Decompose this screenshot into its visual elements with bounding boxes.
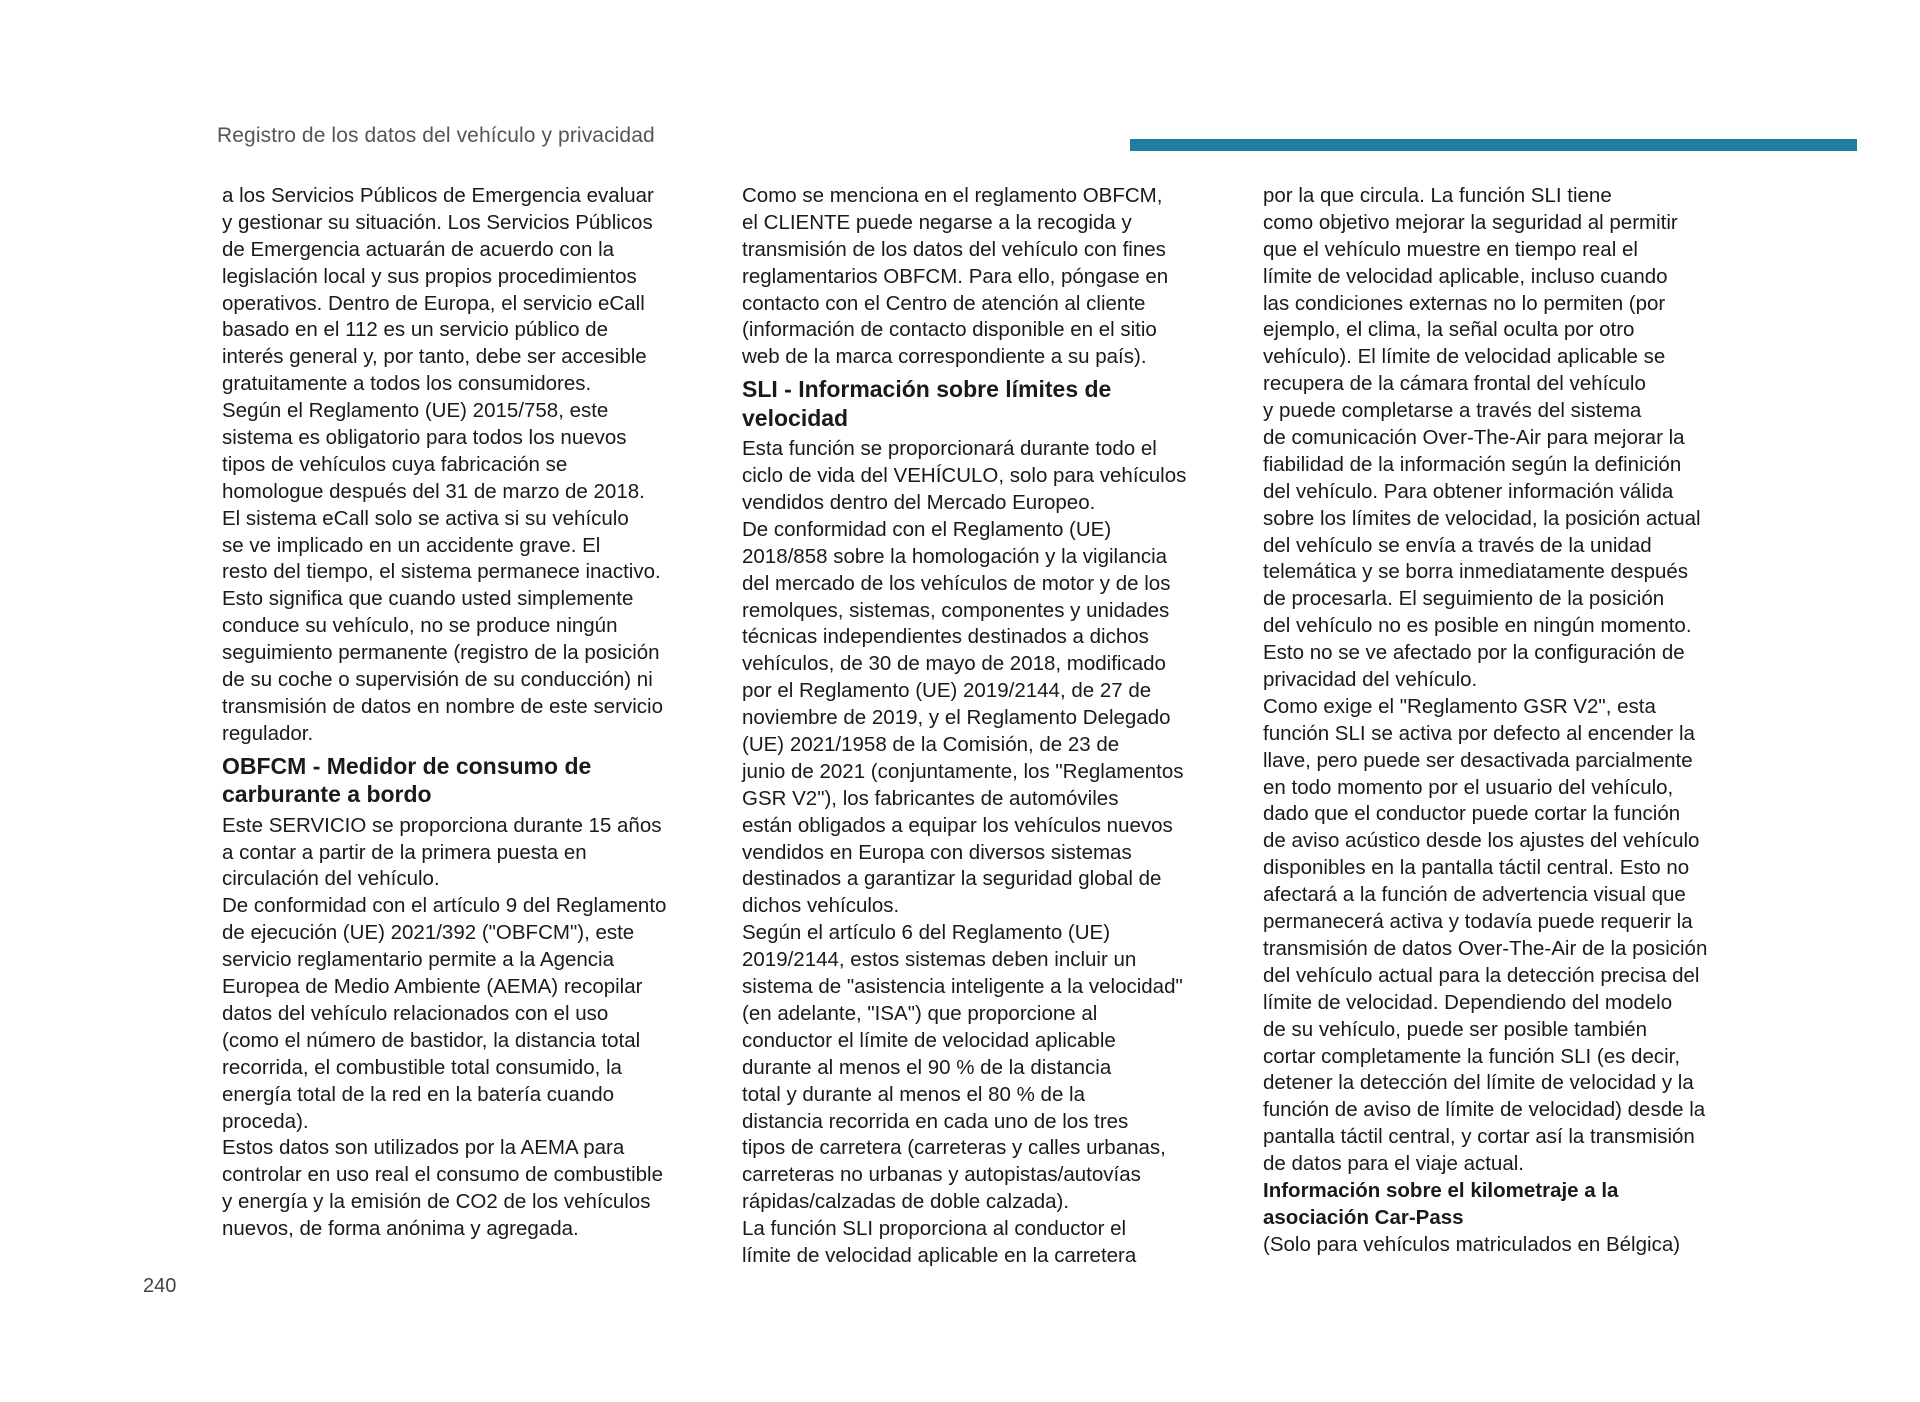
text-line: interés general y, por tanto, debe ser accesible [222,345,647,369]
text-line: vehículos, de 30 de mayo de 2018, modificado [742,652,1166,676]
text-line: de comunicación Over-The-Air para mejorar la [1263,426,1685,450]
text-line: disponibles en la pantalla táctil central. Esto no [1263,856,1690,880]
text-line: de ejecución (UE) 2021/392 ("OBFCM"), este [222,921,635,945]
text-line: del vehículo no es posible en ningún momento. [1263,614,1692,638]
text-line: del vehículo se envía a través de la unidad [1263,533,1652,557]
text-line: Esta función se proporcionará durante todo el [742,437,1157,461]
text-line: velocidad [742,404,849,431]
text-line: controlar en uso real el consumo de combustible [222,1163,663,1187]
text-line: El sistema eCall solo se activa si su vehículo [222,506,629,530]
section-heading [742,375,1247,432]
text-line: (en adelante, "ISA") que proporcione al [742,1001,1098,1025]
subsection-heading [1263,1178,1768,1232]
text-line: total y durante al menos el 80 % de la [742,1082,1086,1106]
text-line: vehículo). El límite de velocidad aplicable se [1263,345,1666,369]
text-line: Estos datos son utilizados por la AEMA para [222,1136,625,1160]
text-line: del vehículo. Para obtener información válida [1263,479,1674,503]
text-line: de datos para el viaje actual. [1263,1152,1524,1176]
text-line: que el vehículo muestre en tiempo real el [1263,237,1638,261]
text-line: vendidos en Europa con diversos sistemas [742,840,1132,864]
text-line: distancia recorrida en cada uno de los tres [742,1109,1129,1133]
text-line: sobre los límites de velocidad, la posición actual [1263,506,1701,530]
header-accent-bar [1130,139,1857,151]
paragraph [742,436,1247,1270]
text-line: Europea de Medio Ambiente (AEMA) recopilar [222,975,643,999]
text-line: durante al menos el 90 % de la distancia [742,1055,1112,1079]
text-line: límite de velocidad aplicable en la carretera [742,1243,1137,1267]
text-line: proceda). [222,1109,309,1133]
text-line: por el Reglamento (UE) 2019/2144, de 27 de [742,679,1152,703]
text-line: recupera de la cámara frontal del vehículo [1263,372,1646,396]
text-line: y puede completarse a través del sistema [1263,399,1642,423]
text-line: pantalla táctil central, y cortar así la transmisión [1263,1125,1695,1149]
text-column-1 [222,183,727,1243]
text-line: (información de contacto disponible en el sitio [742,318,1157,342]
text-line: (Solo para vehículos matriculados en Bélgica) [1263,1232,1681,1256]
section-heading [222,752,727,809]
text-line: datos del vehículo relacionados con el uso [222,1001,609,1025]
text-line: de su vehículo, puede ser posible también [1263,1017,1648,1041]
text-line: energía total de la red en la batería cuando [222,1082,615,1106]
text-line: circulación del vehículo. [222,867,440,891]
text-line: Este SERVICIO se proporciona durante 15 años [222,813,662,837]
paragraph [1263,183,1768,1178]
text-line: tipos de carretera (carreteras y calles urbanas, [742,1136,1166,1160]
text-line: Información sobre el kilometraje a la [1263,1178,1619,1202]
text-line: Como exige el "Reglamento GSR V2", esta [1263,694,1656,718]
text-line: GSR V2"), los fabricantes de automóviles [742,786,1119,810]
text-line: técnicas independientes destinados a dichos [742,625,1149,649]
text-line: conduce su vehículo, no se produce ningún [222,614,618,638]
text-line: sistema de "asistencia inteligente a la velocidad" [742,975,1183,999]
text-line: tipos de vehículos cuya fabricación se [222,452,568,476]
text-line: de su coche o supervisión de su conducción) ni [222,668,653,692]
text-line: permanecerá activa y todavía puede requerir la [1263,910,1693,934]
text-line: noviembre de 2019, y el Reglamento Delegado [742,706,1171,730]
text-line: función SLI se activa por defecto al encender la [1263,721,1695,745]
text-line: vendidos dentro del Mercado Europeo. [742,491,1096,515]
text-line: función de aviso de límite de velocidad) desde la [1263,1098,1706,1122]
text-line: se ve implicado en un accidente grave. El [222,533,601,557]
paragraph [742,183,1247,371]
text-line: transmisión de datos Over-The-Air de la posición [1263,936,1708,960]
text-line: De conformidad con el artículo 9 del Reglamento [222,894,667,918]
text-line: junio de 2021 (conjuntamente, los "Reglamentos [742,759,1184,783]
text-line: 2019/2144, estos sistemas deben incluir un [742,948,1137,972]
text-line: 2018/858 sobre la homologación y la vigilancia [742,544,1168,568]
text-line: Según el artículo 6 del Reglamento (UE) [742,921,1111,945]
text-line: sistema es obligatorio para todos los nuevos [222,426,627,450]
text-column-3 [1263,183,1768,1259]
text-line: gratuitamente a todos los consumidores. [222,372,592,396]
text-line: remolques, sistemas, componentes y unidades [742,598,1170,622]
text-line: Según el Reglamento (UE) 2015/758, este [222,399,609,423]
text-line: del vehículo actual para la detección precisa del [1263,963,1700,987]
text-line: recorrida, el combustible total consumido, la [222,1055,622,1079]
text-line: OBFCM - Medidor de consumo de [222,752,592,779]
text-line: ciclo de vida del VEHÍCULO, solo para vehículos [742,464,1187,488]
text-line: a contar a partir de la primera puesta en [222,840,587,864]
text-line: a los Servicios Públicos de Emergencia evaluar [222,184,654,207]
text-line: privacidad del vehículo. [1263,668,1478,692]
text-line: fiabilidad de la información según la definición [1263,452,1682,476]
text-line: y gestionar su situación. Los Servicios Públicos [222,210,653,234]
text-line: web de la marca correspondiente a su país). [742,345,1147,369]
text-line: el CLIENTE puede negarse a la recogida y [742,210,1132,234]
text-line: límite de velocidad. Dependiendo del modelo [1263,990,1673,1014]
page-number: 240 [143,1275,177,1297]
text-line: en todo momento por el usuario del vehículo, [1263,775,1674,799]
text-line: destinados a garantizar la seguridad global de [742,867,1162,891]
text-line: Como se menciona en el reglamento OBFCM, [742,184,1163,207]
text-line: operativos. Dentro de Europa, el servicio eCall [222,291,645,315]
text-line: De conformidad con el Reglamento (UE) [742,517,1112,541]
text-line: contacto con el Centro de atención al cliente [742,291,1146,315]
text-line: Esto significa que cuando usted simplemente [222,587,634,611]
text-line: ejemplo, el clima, la señal oculta por otro [1263,318,1635,342]
text-line: de Emergencia actuarán de acuerdo con la [222,237,615,261]
text-line: Esto no se ve afectado por la configuración de [1263,641,1685,665]
text-line: cortar completamente la función SLI (es decir, [1263,1044,1681,1068]
text-line: asociación Car-Pass [1263,1205,1464,1229]
text-line: seguimiento permanente (registro de la posición [222,641,660,665]
text-line: legislación local y sus propios procedimientos [222,264,637,288]
text-line: y energía y la emisión de CO2 de los vehículos [222,1190,651,1214]
text-line: dado que el conductor puede cortar la función [1263,802,1681,826]
text-line: servicio reglamentario permite a la Agencia [222,948,614,972]
text-line: de aviso acústico desde los ajustes del vehículo [1263,829,1700,853]
text-line: del mercado de los vehículos de motor y de los [742,571,1171,595]
text-column-2 [742,183,1247,1270]
text-line: carburante a bordo [222,781,432,808]
text-line: de procesarla. El seguimiento de la posición [1263,587,1665,611]
paragraph [222,183,727,748]
paragraph [1263,1232,1768,1259]
text-line: resto del tiempo, el sistema permanece inactivo. [222,560,661,584]
text-line: por la que circula. La función SLI tiene [1263,184,1612,207]
running-header-title: Registro de los datos del vehículo y privacidad [217,124,655,147]
text-line: transmisión de datos en nombre de este servicio [222,694,663,718]
text-line: (como el número de bastidor, la distancia total [222,1028,641,1052]
text-line: límite de velocidad aplicable, incluso cuando [1263,264,1668,288]
text-line: SLI - Información sobre límites de [742,376,1112,403]
text-line: telemática y se borra inmediatamente después [1263,560,1689,584]
text-line: afectará a la función de advertencia visual que [1263,883,1686,907]
text-line: las condiciones externas no lo permiten (por [1263,291,1666,315]
text-line: conductor el límite de velocidad aplicable [742,1028,1116,1052]
text-line: nuevos, de forma anónima y agregada. [222,1217,579,1241]
text-line: regulador. [222,721,314,745]
text-line: (UE) 2021/1958 de la Comisión, de 23 de [742,733,1120,757]
text-line: La función SLI proporciona al conductor el [742,1217,1127,1241]
text-line: llave, pero puede ser desactivada parcialmente [1263,748,1693,772]
text-line: como objetivo mejorar la seguridad al permitir [1263,210,1678,234]
text-line: carreteras no urbanas y autopistas/autovías [742,1163,1141,1187]
text-line: rápidas/calzadas de doble calzada). [742,1190,1070,1214]
text-line: basado en el 112 es un servicio público de [222,318,608,342]
text-line: dichos vehículos. [742,894,900,918]
text-line: reglamentarios OBFCM. Para ello, póngase en [742,264,1169,288]
paragraph [222,813,727,1243]
text-line: transmisión de los datos del vehículo con fines [742,237,1166,261]
text-line: detener la detección del límite de velocidad y la [1263,1071,1694,1095]
text-line: homologue después del 31 de marzo de 2018. [222,479,645,503]
text-line: están obligados a equipar los vehículos nuevos [742,813,1173,837]
